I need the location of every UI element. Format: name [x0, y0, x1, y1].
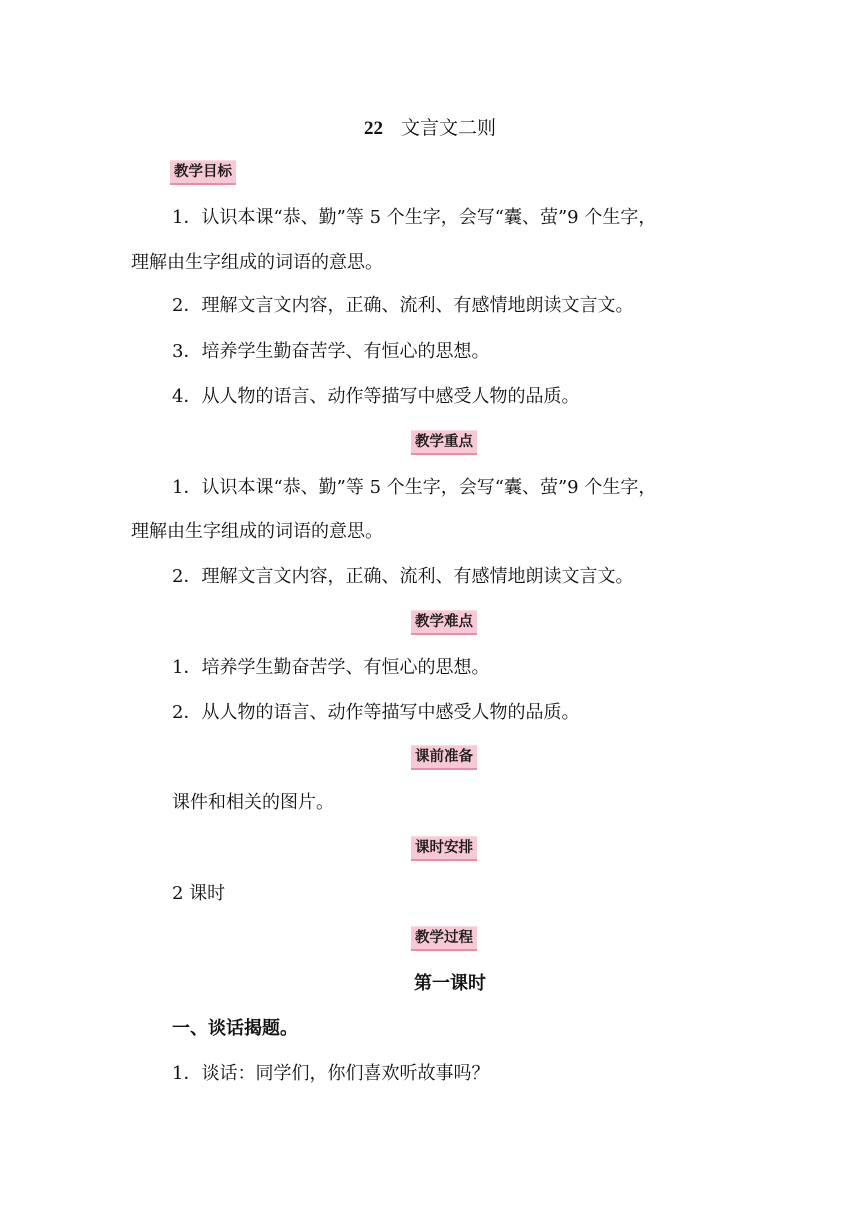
lesson-title — [0, 114, 860, 143]
goal-item-4: 4．从人物的语言、动作等描写中感受人物的品质。 — [172, 386, 580, 407]
key-point-item-1: 1．认识本课“恭、勤”等 5 个生字，会写“囊、萤”9 个生字， — [172, 477, 657, 498]
goal-item-2: 2．理解文言文内容，正确、流利、有感情地朗读文言文。 — [172, 295, 634, 316]
section-label-preparation: 课前准备 — [411, 745, 477, 770]
step-text-1: 1．谈话：同学们，你们喜欢听故事吗？ — [172, 1063, 490, 1084]
lesson-title-text: 文言文二则 — [400, 117, 496, 139]
key-point-item-1-cont: 理解由生字组成的词语的意思。 — [131, 521, 383, 542]
difficulty-item-2: 2．从人物的语言、动作等描写中感受人物的品质。 — [172, 702, 580, 723]
schedule-text: 2 课时 — [172, 883, 226, 904]
goal-item-1-cont: 理解由生字组成的词语的意思。 — [131, 252, 383, 273]
section-label-key-points: 教学重点 — [411, 430, 477, 455]
section-label-process: 教学过程 — [411, 926, 477, 951]
step-heading: 一、谈话揭题。 — [172, 1018, 298, 1039]
lesson-number: 22 — [363, 118, 383, 139]
key-point-item-2: 2．理解文言文内容，正确、流利、有感情地朗读文言文。 — [172, 566, 634, 587]
section-label-schedule: 课时安排 — [411, 836, 477, 861]
lesson-period-title: 第一课时 — [414, 973, 486, 994]
preparation-text: 课件和相关的图片。 — [172, 792, 334, 813]
section-label-goals: 教学目标 — [170, 160, 236, 185]
goal-item-1: 1．认识本课“恭、勤”等 5 个生字，会写“囊、萤”9 个生字， — [172, 207, 657, 228]
section-label-difficulties: 教学难点 — [411, 610, 477, 635]
goal-item-3: 3．培养学生勤奋苦学、有恒心的思想。 — [172, 341, 490, 362]
difficulty-item-1: 1．培养学生勤奋苦学、有恒心的思想。 — [172, 657, 490, 678]
